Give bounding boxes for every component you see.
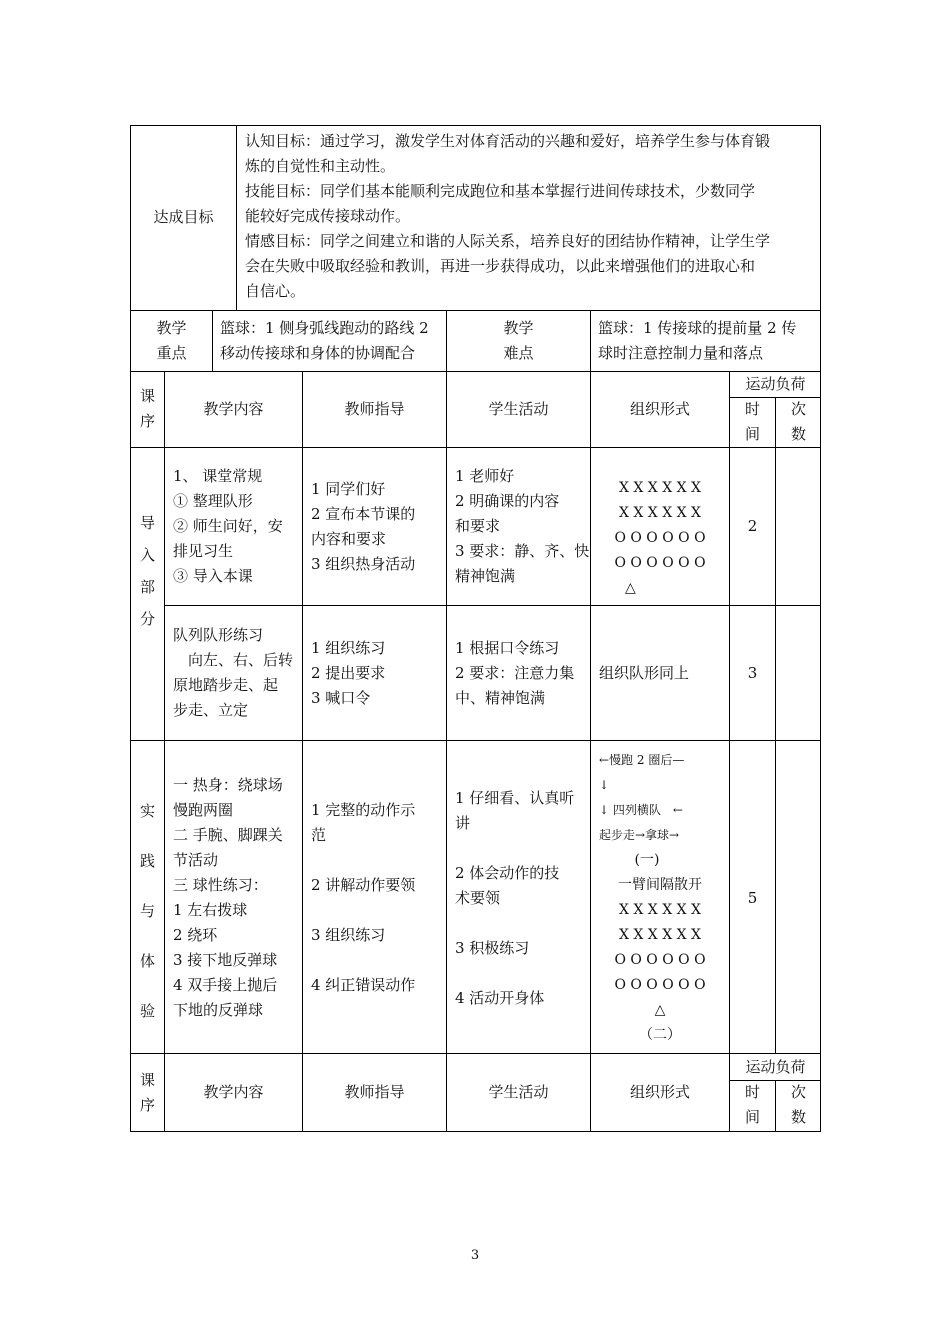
footer-header-student: 学生活动 [488,1083,549,1101]
practice-label-char: 验 [139,1002,155,1020]
cell-line: 节活动 [173,851,219,869]
cell-line: ① 整理队形 [173,492,253,510]
route-line: 起步走→拿球→ [599,828,680,842]
cell-line: 3 接下地反弹球 [173,951,278,969]
difficulties-content [598,316,816,366]
header-org: 组织形式 [629,400,690,418]
cell-line: 2 体会动作的技 [455,864,560,882]
footer-header-content: 教学内容 [203,1083,264,1101]
key-points-label [131,316,212,366]
header-count-char: 数 [790,425,806,443]
header-content: 教学内容 [203,400,264,418]
header-load: 运动负荷 [745,375,806,393]
cell-line: 术要领 [455,889,501,907]
cell-line: 1 完整的动作示 [311,801,416,819]
cell-line: 一 热身：绕球场 [173,776,283,794]
header-time [730,397,775,447]
cell-line: 1 同学们好 [311,480,386,498]
row-divider [164,605,821,606]
cell-line: 2 明确课的内容 [455,492,560,510]
difficulties-label-line: 难点 [503,344,534,362]
cell-line: 范 [311,826,327,844]
header-count-char: 次 [790,400,806,418]
cell-line [455,961,587,986]
goals-divider [236,125,237,311]
cell-line [455,911,587,936]
intro-row1-time: 2 [747,517,758,535]
cell-line [311,848,443,873]
intro-row2-time: 3 [747,664,758,682]
key-points-label-line: 重点 [156,344,187,362]
intro-row2-content [173,623,299,723]
cell-line: 2 要求：注意力集 [455,664,575,682]
header-seq-char: 序 [139,412,155,430]
cell-line: 1、 课堂常规 [173,467,263,485]
key-points-content [220,316,442,366]
row-divider [130,447,821,448]
header-seq-char: 课 [139,387,155,405]
goals-line: 认知目标：通过学习，激发学生对体育活动的兴趣和爱好，培养学生参与体育锻 [245,132,771,150]
cell-line: 步走、立定 [173,701,249,719]
difficulties-line: 篮球：1 传接球的提前量 2 传 [598,319,797,337]
col-divider [775,448,776,1053]
header-student: 学生活动 [488,400,549,418]
page-number: 3 [470,1248,480,1263]
footer-header-count [776,1080,821,1130]
cell-line: 向左、右、后转 [173,651,294,669]
intro-row1-teacher [311,477,443,577]
practice-time: 5 [747,889,758,907]
intro-label-char: 导 [139,514,155,532]
footer-header-teacher: 教师指导 [344,1083,405,1101]
formation-line: O O O O O O [614,977,706,993]
route-line: ←慢跑 2 圈后— [599,753,685,767]
cell-line: 原地踏步走、起 [173,676,279,694]
cell-line: 排见习生 [173,542,234,560]
intro-label-char: 分 [139,610,155,628]
cell-line: 3 组织热身活动 [311,555,416,573]
cell-line: 三 球性练习： [173,876,268,894]
intro-row1-student [455,464,590,589]
formation-line: （二） [639,1027,681,1043]
intro-section-label [131,507,164,635]
cell-line: 4 双手接上抛后 [173,976,278,994]
cell-line [455,836,587,861]
cell-line: ③ 导入本课 [173,567,253,585]
col-divider [164,371,165,1132]
cell-line: 3 组织练习 [311,926,386,944]
goals-line: 情感目标：同学之间建立和谐的人际关系，培养良好的团结协作精神，让学生学 [245,232,771,250]
route-line: ↓ 四列横队 ← [599,803,683,817]
cell-line: 2 提出要求 [311,664,386,682]
header-time-char: 时 [744,1083,760,1101]
col-divider [729,371,730,1132]
header-seq [131,384,164,434]
intro-label-char: 部 [139,578,155,596]
cell-line: 精神饱满 [455,567,516,585]
header-time-char: 时 [744,400,760,418]
cell-line: 中、精神饱满 [455,689,546,707]
cell-line: 4 纠正错误动作 [311,976,416,994]
header-seq-char: 课 [139,1071,155,1089]
difficulties-label [447,316,590,366]
practice-content [173,773,299,1023]
row-divider [130,740,821,741]
row-divider [590,310,591,372]
cell-line: 慢跑两圈 [173,801,234,819]
formation-line: X X X X X X [618,505,702,521]
formation-line: 一臂间隔散开 [618,877,702,893]
cell-line [311,898,443,923]
formation-line: X X X X X X [618,927,702,943]
cell-line: 队列队形练习 [173,626,264,644]
formation-line: △ [654,1002,666,1018]
goals-label: 达成目标 [153,208,214,226]
intro-row2-teacher [311,636,443,711]
header-count [776,397,821,447]
footer-header-time [730,1080,775,1130]
footer-header-seq [131,1068,164,1118]
practice-label-char: 实 [139,802,155,820]
practice-label-char: 体 [139,952,155,970]
difficulties-label-line: 教学 [503,319,534,337]
practice-student [455,786,587,1011]
goals-line: 能较好完成传接球动作。 [245,207,411,225]
cell-line: 1 仔细看、认真听 [455,789,575,807]
key-points-label-line: 教学 [156,319,187,337]
practice-org-diagram [599,748,727,848]
goals-text [245,129,815,304]
practice-label-char: 与 [139,902,155,920]
formation-line: O O O O O O [614,530,706,546]
formation-line: △ [625,580,636,596]
cell-line: 3 喊口令 [311,689,371,707]
footer-header-load: 运动负荷 [745,1058,806,1076]
cell-line: 2 讲解动作要领 [311,876,416,894]
cell-line: 2 绕环 [173,926,218,944]
row-divider [212,310,213,372]
header-count-char: 次 [790,1083,806,1101]
cell-line [311,948,443,973]
goals-line: 技能目标：同学们基本能顺利完成跑位和基本掌握行进间传球技术，少数同学 [245,182,756,200]
header-count-char: 数 [790,1108,806,1126]
cell-line: 讲 [455,814,471,832]
key-points-line: 篮球：1 侧身弧线跑动的路线 2 [220,319,429,337]
header-teacher: 教师指导 [344,400,405,418]
goals-line: 自信心。 [245,282,306,300]
practice-teacher [311,798,443,998]
col-divider [446,371,447,1132]
cell-line: 下地的反弹球 [173,1001,264,1019]
intro-row1-org [591,476,729,601]
practice-org-formation [591,848,729,1048]
formation-line: O O O O O O [614,952,706,968]
difficulties-line: 球时注意控制力量和落点 [598,344,764,362]
goals-line: 炼的自觉性和主动性。 [245,157,396,175]
cell-line: 2 宣布本节课的 [311,505,416,523]
practice-label-char: 践 [139,852,155,870]
formation-line: X X X X X X [618,902,702,918]
cell-line: 1 根据口令练习 [455,639,560,657]
cell-line: 和要求 [455,517,501,535]
cell-line: 3 要求：静、齐、快 [455,542,590,560]
row-divider [130,1053,821,1054]
intro-label-char: 入 [139,546,155,564]
cell-line: 1 老师好 [455,467,515,485]
cell-line: 内容和要求 [311,530,387,548]
cell-line: ② 师生问好，安 [173,517,283,535]
header-time-char: 间 [744,425,760,443]
route-line: ↓ [599,778,610,792]
header-seq-char: 序 [139,1096,155,1114]
cell-line: 1 左右拨球 [173,901,248,919]
key-points-line: 移动传接球和身体的协调配合 [220,344,416,362]
formation-line: (一) [634,852,660,868]
cell-line: 二 手腕、脚踝关 [173,826,283,844]
intro-row2-student [455,636,587,711]
col-divider [302,371,303,1132]
cell-line: 1 组织练习 [311,639,386,657]
formation-line: X X X X X X [618,480,702,496]
intro-row2-org: 组织队形同上 [599,664,690,682]
intro-row1-content [173,464,299,589]
goals-line: 会在失败中吸取经验和教训，再进一步获得成功，以此来增强他们的进取心和 [245,257,756,275]
practice-section-label [131,786,164,1036]
footer-header-org: 组织形式 [629,1083,690,1101]
header-time-char: 间 [744,1108,760,1126]
formation-line: O O O O O O [614,555,706,571]
cell-line: 4 活动开身体 [455,989,545,1007]
cell-line: 3 积极练习 [455,939,530,957]
